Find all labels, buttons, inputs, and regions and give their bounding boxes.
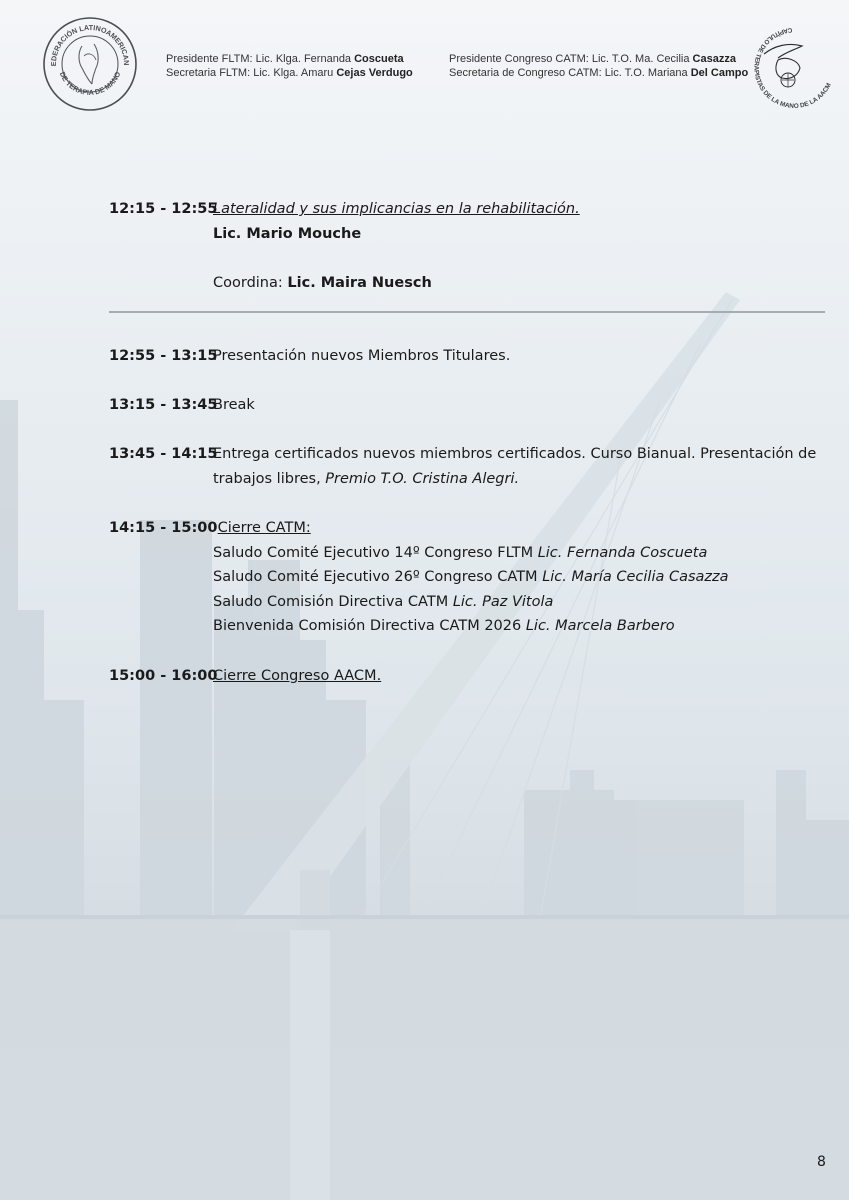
session-title: Cierre Congreso AACM. <box>213 668 382 684</box>
fltm-logo-ring-top: EDERACIÓN LATINOAMERICAN <box>48 22 132 67</box>
session-title: Cierre CATM: <box>217 520 311 536</box>
fltm-president-label: Presidente FLTM: Lic. Klga. Fernanda <box>166 53 355 65</box>
session-time: 14:15 - 15:00 <box>109 520 218 536</box>
section-divider <box>109 311 825 313</box>
catm-logo-ring: CAPÍTULO DE TERAPISTAS DE LA MANO DE LA AACM <box>752 25 833 110</box>
session-time: 12:55 - 13:15 <box>109 348 218 364</box>
fltm-logo <box>42 16 138 112</box>
fltm-logo-ring-bottom: DE TERAPIA DE MANO <box>57 70 123 97</box>
session-text: Break <box>213 397 255 413</box>
session-time: 13:45 - 14:15 <box>109 446 218 462</box>
svg-text:CAPÍTULO DE TERAPISTAS DE LA M <box>752 26 832 110</box>
list-item: Saludo Comité Ejecutivo 14º Congreso FLTM Lic. Fernanda Coscueta <box>213 544 708 561</box>
catm-secretary-name: Del Campo <box>690 67 749 79</box>
catm-president-name: Casazza <box>692 53 736 65</box>
session-award-name: Premio T.O. Cristina Alegri. <box>325 470 520 487</box>
header-fltm-officers <box>166 52 413 80</box>
list-item: Bienvenida Comisión Directiva CATM 2026 Lic. Marcela Barbero <box>213 618 675 634</box>
coordinator-name: Lic. Maira Nuesch <box>287 274 432 291</box>
session-text-line1: Entrega certificados nuevos miembros certificados. Curso Bianual. Presentación de <box>213 446 817 462</box>
session-coordinator <box>213 271 823 296</box>
catm-president-label: Presidente Congreso CATM: Lic. T.O. Ma. Cecilia <box>449 53 693 65</box>
session-time: 15:00 - 16:00 <box>109 668 218 684</box>
coordinator-label: Coordina: <box>213 274 288 291</box>
fltm-secretary-label: Secretaria FLTM: Lic. Klga. Amaru <box>166 67 337 79</box>
session-speaker: Lic. Mario Mouche <box>213 225 362 242</box>
list-item: Saludo Comité Ejecutivo 26º Congreso CATM Lic. María Cecilia Casazza <box>213 569 729 585</box>
catm-logo <box>742 20 838 116</box>
session-time: 12:15 - 12:55 <box>109 201 218 217</box>
svg-text:DE TERAPIA DE MANO <box>58 70 123 97</box>
session-text-line2: trabajos libres, <box>213 470 326 487</box>
fltm-president-name: Coscueta <box>354 53 404 65</box>
session-text: Presentación nuevos Miembros Titulares. <box>213 348 511 364</box>
catm-secretary-label: Secretaria de Congreso CATM: Lic. T.O. Mariana <box>449 67 691 79</box>
list-item: Saludo Comisión Directiva CATM Lic. Paz Vitola <box>213 593 554 610</box>
fltm-secretary-name: Cejas Verdugo <box>336 67 413 79</box>
header-catm-officers <box>449 52 748 80</box>
session-time: 13:15 - 13:45 <box>109 397 218 413</box>
page-number: 8 <box>817 1154 826 1170</box>
session-title: Lateralidad y sus implicancias en la rehabilitación. <box>213 201 580 217</box>
